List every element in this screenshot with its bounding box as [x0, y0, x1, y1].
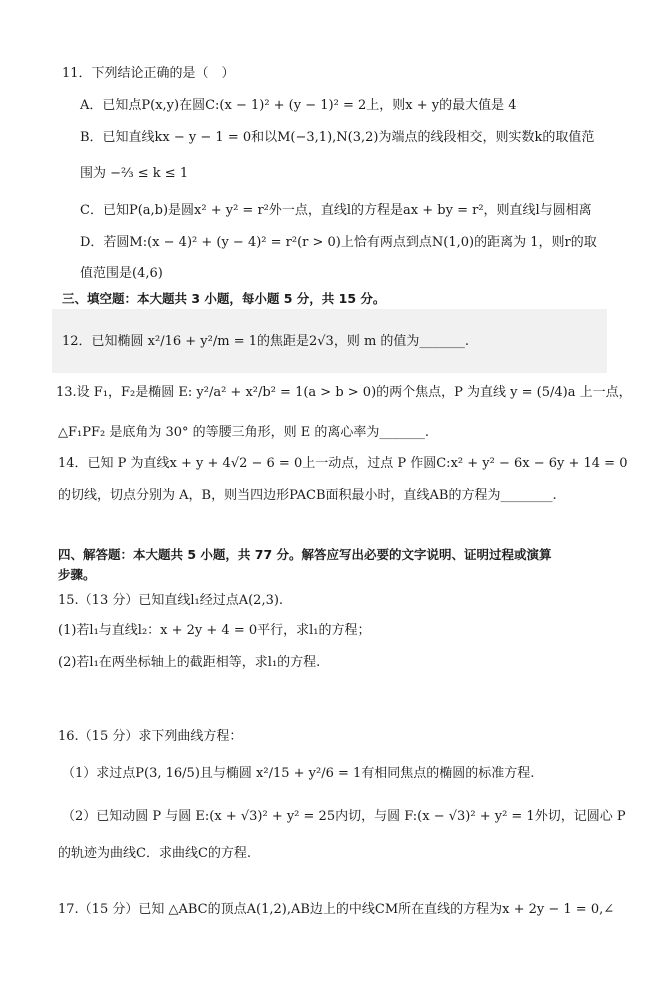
q16-part2-line2: 的轨迹为曲线C．求曲线C的方程. [58, 846, 252, 861]
q14-line2: 的切线，切点分别为 A，B，则当四边形PACB面积最小时，直线AB的方程为________. [58, 488, 557, 503]
q11-option-a: A．已知点P(x,y)在圆C:(x − 1)² + (y − 1)² = 2上，则x + y的最大值是 4 [80, 98, 517, 113]
q14-line1: 14．已知 P 为直线x + y + 4√2 − 6 = 0上一动点，过点 P 作圆C:x² + y² − 6x − 6y + 14 = 0 [58, 456, 628, 471]
q16-part2-line1: （2）已知动圆 P 与圆 E:(x + √3)² + y² = 25内切，与圆 F:(x − √3)² + y² = 1外切，记圆心 P [62, 809, 626, 824]
q15-part2: (2)若l₁在两坐标轴上的截距相等，求l₁的方程. [58, 655, 321, 670]
q13-line2: △F₁PF₂ 是底角为 30° 的等腰三角形，则 E 的离心率为_______. [58, 425, 430, 440]
section-4-heading-line2: 步骤。 [58, 567, 96, 582]
q11-option-d-line1: D．若圆M:(x − 4)² + (y − 4)² = r²(r > 0)上恰有两点到点N(1,0)的距离为 1，则r的取 [80, 235, 597, 250]
q11-option-c: C．已知P(a,b)是圆x² + y² = r²外一点，直线l的方程是ax + by = r²，则直线l与圆相离 [80, 203, 592, 218]
section-4-heading-line1: 四、解答题：本大题共 5 小题，共 77 分。解答应写出必要的文字说明、证明过程或演算 [58, 547, 552, 562]
q11-option-b-line2: 围为 −⅔ ≤ k ≤ 1 [80, 166, 189, 181]
q16-stem: 16.（15 分）求下列曲线方程： [58, 729, 243, 744]
q15-part1: (1)若l₁与直线l₂：x + 2y + 4 = 0平行，求l₁的方程； [58, 623, 371, 638]
q12: 12．已知椭圆 x²/16 + y²/m = 1的焦距是2√3，则 m 的值为_______. [62, 334, 470, 349]
q16-part1: （1）求过点P(3, 16/5)且与椭圆 x²/15 + y²/6 = 1有相同焦点的椭圆的标准方程. [62, 766, 535, 781]
q11-stem: 11．下列结论正确的是（ ） [62, 66, 235, 81]
q11-option-d-line2: 值范围是(4,6) [80, 266, 163, 281]
section-3-heading: 三、填空题：本大题共 3 小题，每小题 5 分，共 15 分。 [62, 291, 386, 306]
q17-stem: 17.（15 分）已知 △ABC的顶点A(1,2),AB边上的中线CM所在直线的方程为x + 2y − 1 = 0,∠ [58, 902, 615, 917]
q11-option-b-line1: B．已知直线kx − y − 1 = 0和以M(−3,1),N(3,2)为端点的线段相交，则实数k的取值范 [80, 130, 595, 145]
q15-stem: 15.（13 分）已知直线l₁经过点A(2,3). [58, 593, 284, 608]
q13-line1: 13.设 F₁，F₂是椭圆 E: y²/a² + x²/b² = 1(a > b > 0)的两个焦点，P 为直线 y = (5/4)a 上一点， [56, 385, 632, 400]
